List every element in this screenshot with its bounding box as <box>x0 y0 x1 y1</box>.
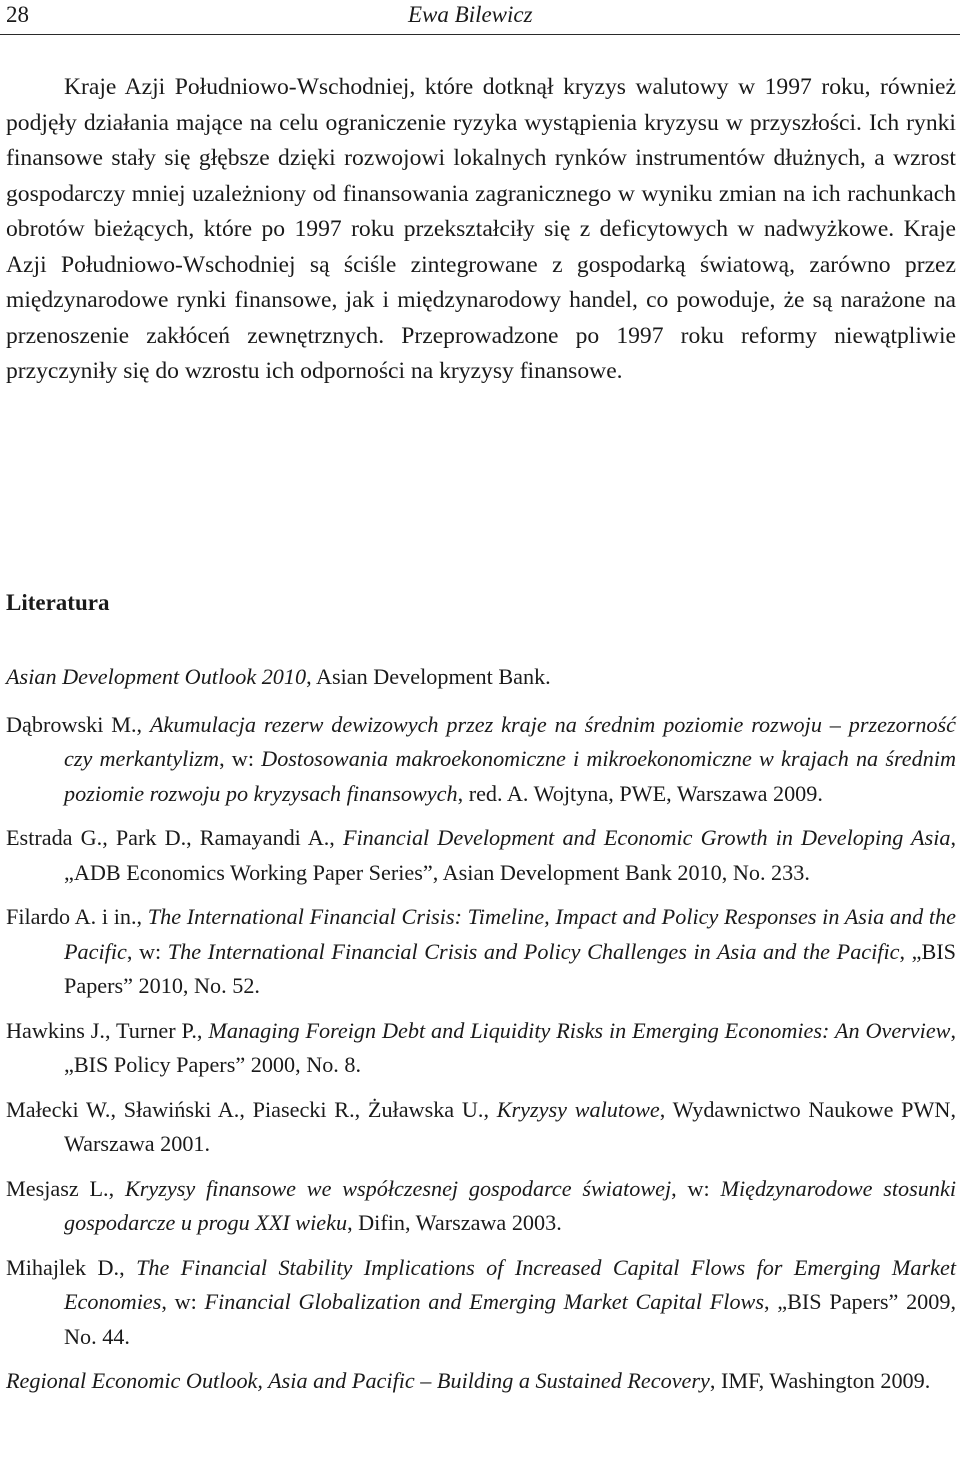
reference-source: Dostosowania makroekonomiczne i mikroekonomiczne w krajach na średnim poziomie rozwoju po kryzysach finansowych <box>64 746 957 806</box>
reference-item <box>6 1014 956 1083</box>
reference-item <box>6 1251 956 1355</box>
body-paragraph: Kraje Azji Południowo-Wschodniej, które dotknął kryzys walutowy w 1997 roku, również podjęły działania mające na celu ograniczenie ryzyka wystąpienia kryzysu w przyszłości. Ich rynki finansowe stały się głębsze dzięki rozwojowi lokalnych rynków instrumentów dłużnych, a wzrost gospodarczy mniej uzależniony od finansowania zagranicznego w wyniku zmian na ich rachunkach obrotów bieżących, które po 1997 roku przekształciły się z deficytowych w nadwyżkowe. Kraje Azji Południowo-Wschodniej są ściśle zintegrowane z gospodarką światową, zarówno przez międzynarodowe rynki finansowe, jak i międzynarodowy handel, co powoduje, że są narażone na przenoszenie zakłóceń zewnętrznych. Przeprowadzone po 1997 roku reformy niewątpliwie przyczyniły się do wzrostu ich odporności na kryzysy finansowe. <box>6 74 956 384</box>
reference-title: Kryzysy walutowe <box>496 1096 660 1122</box>
reference-authors: Mihajlek D. <box>6 1254 120 1280</box>
reference-authors: Dąbrowski M. <box>6 711 137 737</box>
reference-authors: Estrada G., Park D., Ramayandi A. <box>6 825 330 850</box>
reference-authors: Hawkins J., Turner P. <box>6 1017 197 1043</box>
reference-title: Managing Foreign Debt and Liquidity Risks in Emerging Economies: An Overview <box>208 1017 951 1043</box>
page-number: 28 <box>6 2 29 27</box>
reference-details: , „BIS Papers” 2009, No. 44. <box>64 1289 956 1349</box>
reference-separator: , <box>136 711 150 737</box>
reference-title: Akumulacja rezerw dewizowych przez kraje na średnim poziomie rozwoju – przezorność czy merkantylizm <box>64 711 957 771</box>
reference-separator: , w: <box>219 746 262 771</box>
reference-details: , Wydawnictwo Naukowe PWN, Warszawa 2001. <box>64 1096 956 1156</box>
reference-authors: Mesjasz L. <box>6 1175 109 1201</box>
page-header <box>0 0 960 35</box>
reference-separator: , w: <box>161 1289 205 1314</box>
reference-title: The International Financial Crisis: Timeline, Impact and Policy Responses in Asia and the Pacific <box>64 904 956 964</box>
reference-title: Financial Development and Economic Growth in Developing Asia <box>342 825 951 850</box>
reference-separator: , w: <box>671 1175 721 1201</box>
reference-details: , „ADB Economics Working Paper Series”, Asian Development Bank 2010, No. 233. <box>64 825 957 885</box>
reference-source: Financial Globalization and Emerging Market Capital Flows <box>204 1289 764 1314</box>
reference-separator: , <box>119 1254 137 1280</box>
reference-title: The Financial Stability Implications of Increased Capital Flows for Emerging Market Economies <box>64 1254 956 1314</box>
reference-item <box>6 900 956 1004</box>
reference-item <box>6 1093 956 1162</box>
section-title: Literatura <box>6 590 110 615</box>
reference-separator: , w: <box>126 938 168 964</box>
reference-list <box>6 660 956 1409</box>
reference-separator: , <box>108 1175 125 1201</box>
reference-separator: , <box>196 1017 209 1043</box>
reference-details: , red. A. Wojtyna, PWE, Warszawa 2009. <box>457 780 823 806</box>
reference-item <box>6 1172 956 1241</box>
reference-authors: Małecki W., Sławiński A., Piasecki R., Żuławska U. <box>6 1096 484 1122</box>
reference-separator: , <box>136 904 148 929</box>
reference-source: Międzynarodowe stosunki gospodarcze u progu XXI wieku <box>64 1175 956 1235</box>
reference-item <box>6 821 956 890</box>
reference-details: , „BIS Papers” 2010, No. 52. <box>64 938 957 998</box>
reference-details: , IMF, Washington 2009. <box>709 1368 931 1393</box>
reference-details: , „BIS Policy Papers” 2000, No. 8. <box>64 1017 957 1077</box>
running-head-author: Ewa Bilewicz <box>408 2 533 27</box>
reference-details: , Difin, Warszawa 2003. <box>347 1210 562 1235</box>
reference-authors: Filardo A. i in. <box>6 904 137 929</box>
reference-separator: , <box>483 1096 497 1122</box>
reference-separator: , <box>329 825 343 850</box>
reference-item <box>6 708 956 812</box>
reference-title: Kryzysy finansowe we współczesnej gospodarce światowej <box>124 1175 672 1201</box>
reference-title: Regional Economic Outlook, Asia and Pacific – Building a Sustained Recovery <box>6 1368 710 1393</box>
reference-item <box>6 660 956 695</box>
reference-title: Asian Development Outlook 2010 <box>6 664 307 689</box>
reference-item <box>6 1364 956 1399</box>
reference-details: , Asian Development Bank. <box>306 664 551 689</box>
reference-source: The International Financial Crisis and Policy Challenges in Asia and the Pacific <box>167 938 900 964</box>
